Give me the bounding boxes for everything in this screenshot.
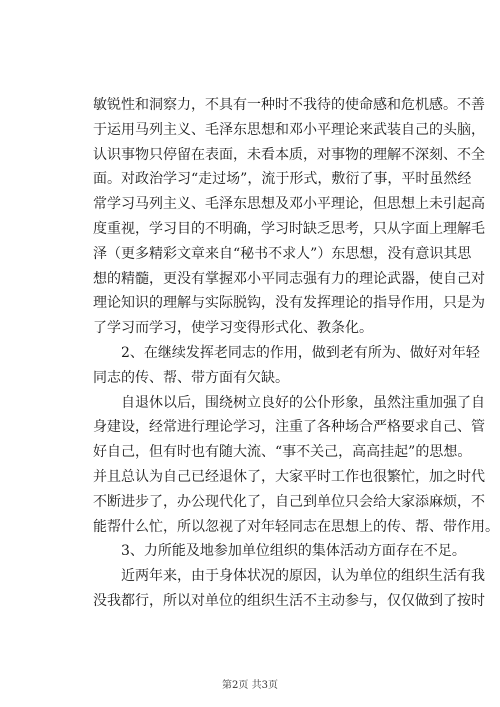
text-line: 常学习马列主义、毛泽东思想及邓小平理论，但思想上未引起高 — [93, 196, 485, 213]
text-line: 想的精髓，更没有掌握邓小平同志强有力的理论武器，使自己对 — [93, 270, 485, 287]
text-line: 2、在继续发挥老同志的作用，做到老有所为、做好对年轻 — [93, 344, 480, 361]
text-line: 同志的传、帮、带方面有欠缺。 — [93, 369, 289, 386]
text-line: 理论知识的理解与实际脱钩，没有发挥理论的指导作用，只是为 — [93, 295, 485, 312]
text-line: 没我都行，所以对单位的组织生活不主动参与，仅仅做到了按时 — [93, 592, 485, 609]
text-line: 面。对政治学习“走过场”，流于形式，敷衍了事，平时虽然经 — [93, 171, 472, 188]
text-line: 并且总认为自己已经退休了，大家平时工作也很繁忙，加之时代 — [93, 468, 485, 485]
text-line: 近两年来，由于身体状况的原因，认为单位的组织生活有我 — [93, 568, 485, 585]
text-line: 认识事物只停留在表面，未看本质，对事物的理解不深刻、不全 — [93, 146, 485, 163]
text-line: 不断进步了，办公现代化了，自己到单位只会给大家添麻烦，不 — [93, 493, 485, 510]
text-line: 了学习而学习，使学习变得形式化、教条化。 — [93, 320, 373, 337]
text-line: 身建设，经常进行理论学习，注重了各种场合严格要求自己、管 — [93, 419, 485, 436]
text-line: 泽（更多精彩文章来自“秘书不求人”）东思想，没有意识其思 — [93, 245, 472, 262]
text-line: 自退休以后，围绕树立良好的公仆形象，虽然注重加强了自 — [93, 394, 485, 411]
text-line: 能帮什么忙，所以忽视了对年轻同志在思想上的传、帮、带作用。 — [93, 518, 499, 535]
text-line: 好自己，但有时也有随大流、“事不关己，高高挂起”的思想。 — [93, 444, 472, 461]
document-body — [93, 93, 499, 614]
text-line: 于运用马列主义、毛泽东思想和邓小平理论来武装自己的头脑， — [93, 121, 485, 138]
text-line: 3、力所能及地参加单位组织的集体活动方面存在不足。 — [93, 543, 466, 560]
text-line: 敏锐性和洞察力，不具有一种时不我待的使命感和危机感。不善 — [93, 97, 485, 113]
text-line: 度重视，学习目的不明确，学习时缺乏思考，只从字面上理解毛 — [93, 220, 485, 237]
page-number-footer: 第2页 共3页 — [222, 680, 278, 691]
